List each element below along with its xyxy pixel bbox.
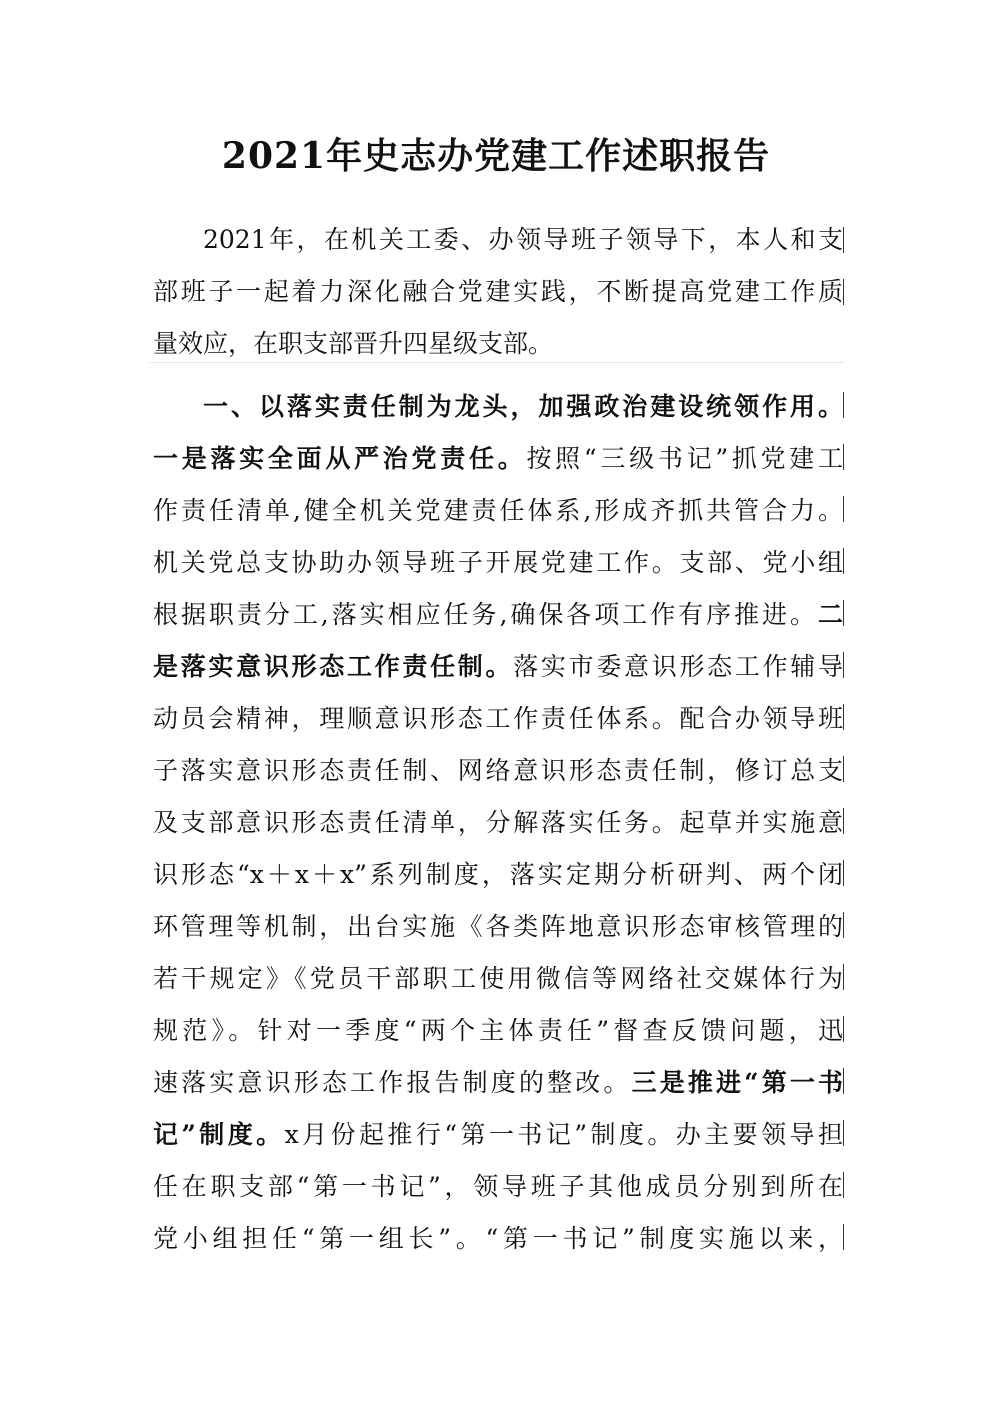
margin-bar: [843, 1016, 844, 1042]
margin-bar: [843, 279, 844, 305]
document-title: 2021年史志办党建工作述职报告: [221, 135, 771, 177]
text-line: [153, 589, 843, 641]
text-line: 党小组担任“第一组长”。“第一书记”制度实施以来，: [153, 1224, 843, 1253]
text-line: 作责任清单,健全机关党建责任体系,形成齐抓共管合力。: [153, 496, 843, 525]
margin-bar: [843, 860, 844, 886]
margin-bar: [843, 496, 844, 522]
point-two-heading-start: 二: [817, 600, 843, 629]
line-text: x月份起推行“第一书记”制度。办主要领导担: [284, 1120, 843, 1149]
margin-bar: [843, 756, 844, 782]
point-two-heading: 是落实意识形态工作责任制。: [153, 652, 514, 681]
margin-bar: [843, 704, 844, 730]
text-line: [153, 433, 843, 485]
text-line: 识形态“x＋x＋x”系列制度，落实定期分析研判、两个闭: [153, 860, 843, 889]
margin-bar: [843, 600, 844, 626]
text-line: 子落实意识形态责任制、网络意识形态责任制，修订总支: [153, 756, 843, 785]
margin-bar: [843, 652, 844, 678]
text-line: [153, 1057, 843, 1109]
text-line: 部班子一起着力深化融合党建实践，不断提高党建工作质: [153, 277, 843, 306]
text-line: 机关党总支协助办领导班子开展党建工作。支部、党小组: [153, 548, 843, 577]
text-line: 若干规定》《党员干部职工使用微信等网络社交媒体行为: [153, 964, 843, 993]
text-line: 及支部意识形态责任清单，分解落实任务。起草并实施意: [153, 808, 843, 837]
margin-bar: [843, 392, 844, 418]
line-text: 速落实意识形态工作报告制度的整改。: [153, 1068, 632, 1097]
text-line: 量效应，在职支部晋升四星级支部。: [153, 329, 554, 358]
text-line: [153, 641, 843, 693]
section-one-paragraph: [153, 381, 843, 1265]
point-three-heading: 记”制度。: [153, 1120, 285, 1149]
text-line: 任在职支部“第一书记”，领导班子其他成员分别到所在: [153, 1172, 843, 1201]
margin-bar: [843, 548, 844, 574]
text-line: [153, 1109, 843, 1161]
section-heading: [153, 381, 843, 433]
section-divider: [150, 362, 843, 363]
point-one-heading: 一是落实全面从严治党责任。: [153, 444, 527, 473]
margin-bar: [843, 1120, 844, 1146]
margin-bar: [843, 912, 844, 938]
margin-bar: [843, 1224, 844, 1250]
margin-bar: [843, 227, 844, 253]
section-heading-text: 一、以落实责任制为龙头，加强政治建设统领作用。: [203, 392, 843, 421]
point-three-heading-start: 三是推进“第一书: [631, 1068, 843, 1097]
line-text: 落实市委意识形态工作辅导: [513, 652, 843, 681]
text-line: 规范》。针对一季度“两个主体责任”督查反馈问题，迅: [153, 1016, 843, 1045]
text-line: 环管理等机制，出台实施《各类阵地意识形态审核管理的: [153, 912, 843, 941]
margin-bar: [843, 444, 844, 470]
line-text: 根据职责分工,落实相应任务,确保各项工作有序推进。: [153, 600, 818, 629]
line-text: 按照“三级书记”抓党建工: [526, 444, 843, 473]
margin-bar: [843, 1068, 844, 1094]
intro-paragraph: [153, 214, 843, 370]
text-line: 2021年，在机关工委、办领导班子领导下，本人和支: [203, 225, 843, 254]
margin-bar: [843, 964, 844, 990]
margin-bar: [843, 808, 844, 834]
margin-bar: [843, 1172, 844, 1198]
text-line: 动员会精神，理顺意识形态工作责任体系。配合办领导班: [153, 704, 843, 733]
